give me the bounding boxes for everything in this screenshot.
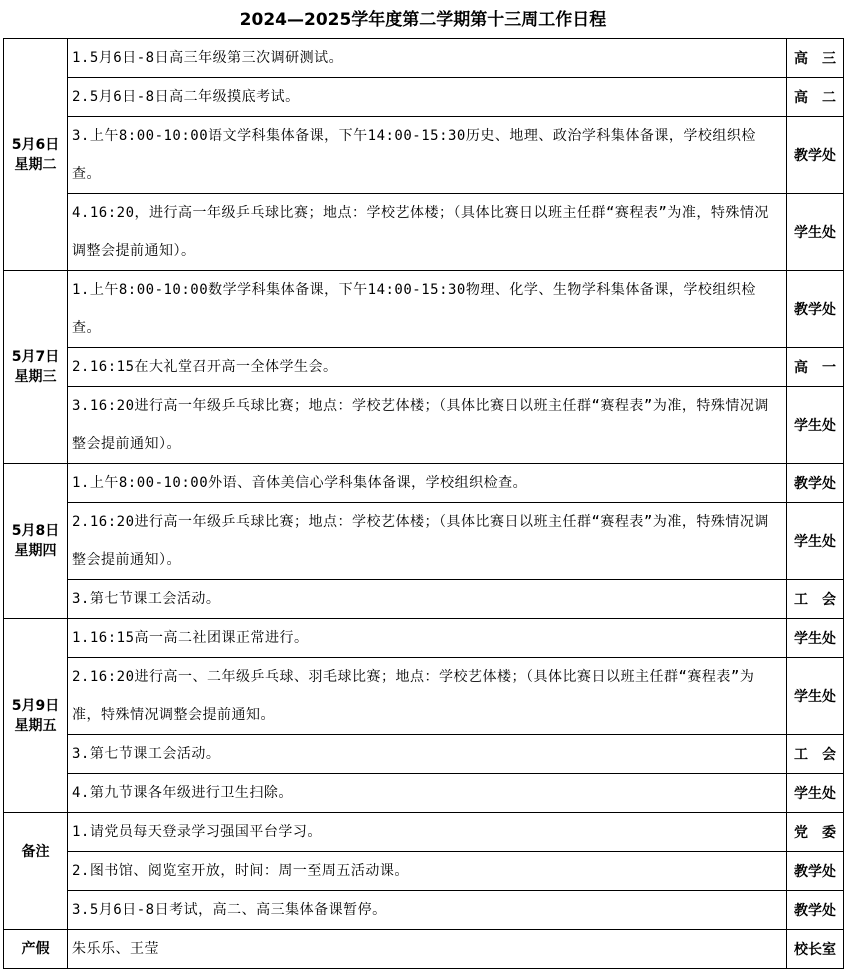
day-date: 5月6日 <box>11 136 60 153</box>
schedule-item: 1.5月6日-8日高三年级第三次调研测试。 <box>68 39 787 78</box>
department-cell: 学生处 <box>787 774 844 813</box>
leave-names: 朱乐乐、王莹 <box>68 930 787 969</box>
department-cell: 教学处 <box>787 117 844 194</box>
table-row <box>4 464 844 503</box>
schedule-table <box>3 38 844 969</box>
schedule-item: 3.16:20进行高一年级乒乓球比赛；地点：学校艺体楼；（具体比赛日以班主任群“赛程表”为准，特殊情况调整会提前通知）。 <box>68 387 787 464</box>
notes-label-cell <box>4 813 68 891</box>
schedule-item: 3.第七节课工会活动。 <box>68 735 787 774</box>
schedule-item: 4.第九节课各年级进行卫生扫除。 <box>68 774 787 813</box>
department-cell: 工 会 <box>787 735 844 774</box>
department-cell: 教学处 <box>787 464 844 503</box>
table-row <box>4 658 844 735</box>
page-title: 2024—2025学年度第二学期第十三周工作日程 <box>239 10 607 30</box>
table-row <box>4 39 844 78</box>
table-row <box>4 78 844 117</box>
table-row <box>4 735 844 774</box>
note-item: 1.请党员每天登录学习强国平台学习。 <box>68 813 787 852</box>
schedule-item: 2.16:20进行高一、二年级乒乓球、羽毛球比赛；地点：学校艺体楼；（具体比赛日以班主任群“赛程表”为准，特殊情况调整会提前通知。 <box>68 658 787 735</box>
department-cell: 教学处 <box>787 891 844 930</box>
table-row <box>4 813 844 852</box>
table-row <box>4 619 844 658</box>
table-row <box>4 271 844 348</box>
table-row <box>4 194 844 271</box>
day-weekday: 星期三 <box>14 369 57 385</box>
department-cell: 学生处 <box>787 619 844 658</box>
schedule-item: 2.5月6日-8日高二年级摸底考试。 <box>68 78 787 117</box>
schedule-item: 2.16:15在大礼堂召开高一全体学生会。 <box>68 348 787 387</box>
department-cell: 高 一 <box>787 348 844 387</box>
department-cell: 高 二 <box>787 78 844 117</box>
department-cell: 工 会 <box>787 580 844 619</box>
schedule-item: 3.上午8:00-10:00语文学科集体备课，下午14:00-15:30历史、地理、政治学科集体备课，学校组织检查。 <box>68 117 787 194</box>
schedule-item: 4.16:20，进行高一年级乒乓球比赛；地点：学校艺体楼；（具体比赛日以班主任群“赛程表”为准，特殊情况调整会提前通知）。 <box>68 194 787 271</box>
day-weekday: 星期五 <box>14 717 57 734</box>
day-date: 5月8日 <box>11 523 60 539</box>
table-row <box>4 891 844 930</box>
day-cell-tue <box>4 39 68 271</box>
notes-label: 备注 <box>21 843 50 860</box>
department-cell: 高 三 <box>787 39 844 78</box>
day-date: 5月7日 <box>11 349 60 365</box>
table-row <box>4 930 844 969</box>
table-row <box>4 580 844 619</box>
schedule-item: 3.第七节课工会活动。 <box>68 580 787 619</box>
department-cell: 党 委 <box>787 813 844 852</box>
day-cell-wed <box>4 271 68 464</box>
department-cell: 学生处 <box>787 194 844 271</box>
department-cell: 学生处 <box>787 658 844 735</box>
day-weekday: 星期二 <box>14 156 57 173</box>
department-cell: 学生处 <box>787 503 844 580</box>
day-cell-thu <box>4 464 68 619</box>
leave-label-cell <box>4 930 68 969</box>
table-row <box>4 503 844 580</box>
notes-blank-cell <box>4 891 68 930</box>
note-item: 2.图书馆、阅览室开放，时间：周一至周五活动课。 <box>68 852 787 891</box>
department-cell: 教学处 <box>787 852 844 891</box>
department-cell: 学生处 <box>787 387 844 464</box>
day-cell-fri <box>4 619 68 813</box>
schedule-item: 1.上午8:00-10:00外语、音体美信心学科集体备课，学校组织检查。 <box>68 464 787 503</box>
note-item: 3.5月6日-8日考试，高二、高三集体备课暂停。 <box>68 891 787 930</box>
schedule-item: 1.16:15高一高二社团课正常进行。 <box>68 619 787 658</box>
leave-label: 产假 <box>21 941 50 957</box>
department-cell: 校长室 <box>787 930 844 969</box>
table-row <box>4 774 844 813</box>
schedule-item: 1.上午8:00-10:00数学学科集体备课，下午14:00-15:30物理、化学、生物学科集体备课，学校组织检查。 <box>68 271 787 348</box>
table-row <box>4 387 844 464</box>
day-weekday: 星期四 <box>14 543 57 559</box>
table-row <box>4 852 844 891</box>
table-row <box>4 117 844 194</box>
day-date: 5月9日 <box>11 697 60 714</box>
table-row <box>4 348 844 387</box>
department-cell: 教学处 <box>787 271 844 348</box>
schedule-item: 2.16:20进行高一年级乒乓球比赛；地点：学校艺体楼；（具体比赛日以班主任群“赛程表”为准，特殊情况调整会提前通知）。 <box>68 503 787 580</box>
